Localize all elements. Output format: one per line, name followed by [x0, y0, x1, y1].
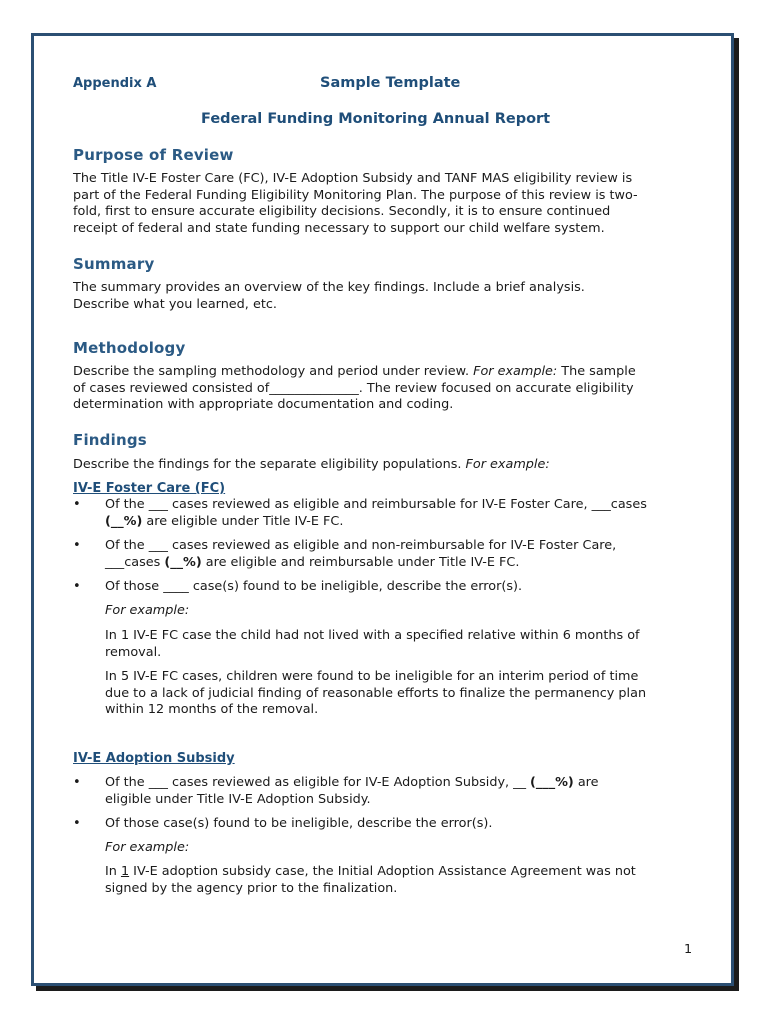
- summary-heading: Summary: [73, 255, 155, 273]
- example-text: IV-E adoption subsidy case, the Initial Adoption Assistance Agreement was not: [129, 864, 636, 879]
- summary-paragraph: [73, 280, 713, 313]
- example-text: In: [105, 864, 121, 879]
- appendix-label: Appendix A: [73, 76, 157, 91]
- purpose-line: receipt of federal and state funding necessary to support our child welfare system.: [73, 220, 605, 236]
- summary-line: Describe what you learned, etc.: [73, 296, 277, 312]
- purpose-line: part of the Federal Funding Eligibility Monitoring Plan. The purpose of this review is two-: [73, 187, 638, 203]
- percent-blank: (__%): [105, 513, 143, 529]
- summary-line: The summary provides an overview of the key findings. Include a brief analysis.: [73, 280, 585, 295]
- methodology-paragraph: [73, 364, 713, 414]
- bullet-icon: •: [73, 816, 81, 831]
- example-number: 1: [120, 864, 130, 879]
- bullet-line: Of the ___ cases reviewed as eligible and reimbursable for IV-E Foster Care, ___cases: [105, 497, 647, 512]
- example-line: signed by the agency prior to the finalization.: [105, 880, 398, 896]
- example-line: In 5 IV-E FC cases, children were found to be ineligible for an interim period of time: [105, 669, 639, 684]
- purpose-heading: Purpose of Review: [73, 146, 234, 164]
- bullet-text: are eligible and reimbursable under Title IV-E FC.: [201, 554, 520, 570]
- methodology-text: Describe the sampling methodology and period under review.: [73, 364, 474, 379]
- percent-blank: (___%): [530, 775, 574, 790]
- findings-heading: Findings: [73, 431, 147, 449]
- example-line: due to a lack of judicial finding of reasonable efforts to finalize the permanency plan: [105, 685, 647, 701]
- example-line: within 12 months of the removal.: [105, 702, 319, 717]
- bullet-icon: •: [73, 775, 81, 790]
- template-label: Sample Template: [320, 75, 461, 91]
- example-line: removal.: [105, 644, 162, 660]
- adoption-bullet-1: [105, 775, 705, 808]
- bullet-line: Of the ___ cases reviewed as eligible and non-reimbursable for IV-E Foster Care,: [105, 538, 617, 553]
- foster-care-bullet-1: [105, 497, 705, 530]
- percent-blank: (__%): [164, 554, 202, 570]
- bullet-text: are eligible under Title IV-E FC.: [142, 513, 344, 529]
- foster-care-example-2: [105, 669, 705, 719]
- bullet-icon: •: [73, 497, 81, 512]
- purpose-line: fold, first to ensure accurate eligibility decisions. Secondly, it is to ensure continued: [73, 204, 611, 219]
- page-number: 1: [684, 942, 693, 957]
- adoption-bullet-2: Of those case(s) found to be ineligible, describe the error(s).: [105, 816, 493, 831]
- adoption-subheading: IV-E Adoption Subsidy: [73, 751, 235, 766]
- bullet-text: ___cases: [105, 554, 165, 570]
- findings-intro-text: Describe the findings for the separate eligibility populations.: [73, 457, 466, 472]
- example-label: For example:: [105, 840, 190, 855]
- bullet-icon: •: [73, 538, 81, 553]
- purpose-line: The Title IV-E Foster Care (FC), IV-E Adoption Subsidy and TANF MAS eligibility review is: [73, 171, 633, 186]
- bullet-text: Of the ___ cases reviewed as eligible for IV-E Adoption Subsidy, __: [105, 775, 531, 790]
- methodology-text: The sample: [557, 364, 636, 379]
- purpose-paragraph: [73, 171, 713, 237]
- methodology-line: determination with appropriate documentation and coding.: [73, 397, 454, 412]
- foster-care-subheading: IV-E Foster Care (FC): [73, 481, 226, 496]
- bullet-text: are: [573, 775, 599, 790]
- findings-example-label: For example:: [465, 457, 550, 472]
- foster-care-bullet-2: [105, 538, 705, 571]
- findings-intro: [73, 457, 713, 474]
- methodology-line: of cases reviewed consisted of______________. The review focused on accurate eligibility: [73, 380, 634, 396]
- bullet-line: eligible under Title IV-E Adoption Subsidy.: [105, 791, 371, 807]
- methodology-heading: Methodology: [73, 339, 186, 357]
- example-label: For example:: [105, 603, 190, 618]
- adoption-example: [105, 864, 705, 897]
- foster-care-example-1: [105, 628, 705, 661]
- bullet-icon: •: [73, 579, 81, 594]
- example-line: In 1 IV-E FC case the child had not lived with a specified relative within 6 months of: [105, 628, 640, 643]
- methodology-example-label: For example:: [473, 364, 558, 379]
- foster-care-bullet-3: Of those ____ case(s) found to be ineligible, describe the error(s).: [105, 579, 523, 594]
- foster-care-example-label: [105, 603, 705, 620]
- adoption-example-label: [105, 840, 705, 857]
- report-title: Federal Funding Monitoring Annual Report: [201, 111, 551, 127]
